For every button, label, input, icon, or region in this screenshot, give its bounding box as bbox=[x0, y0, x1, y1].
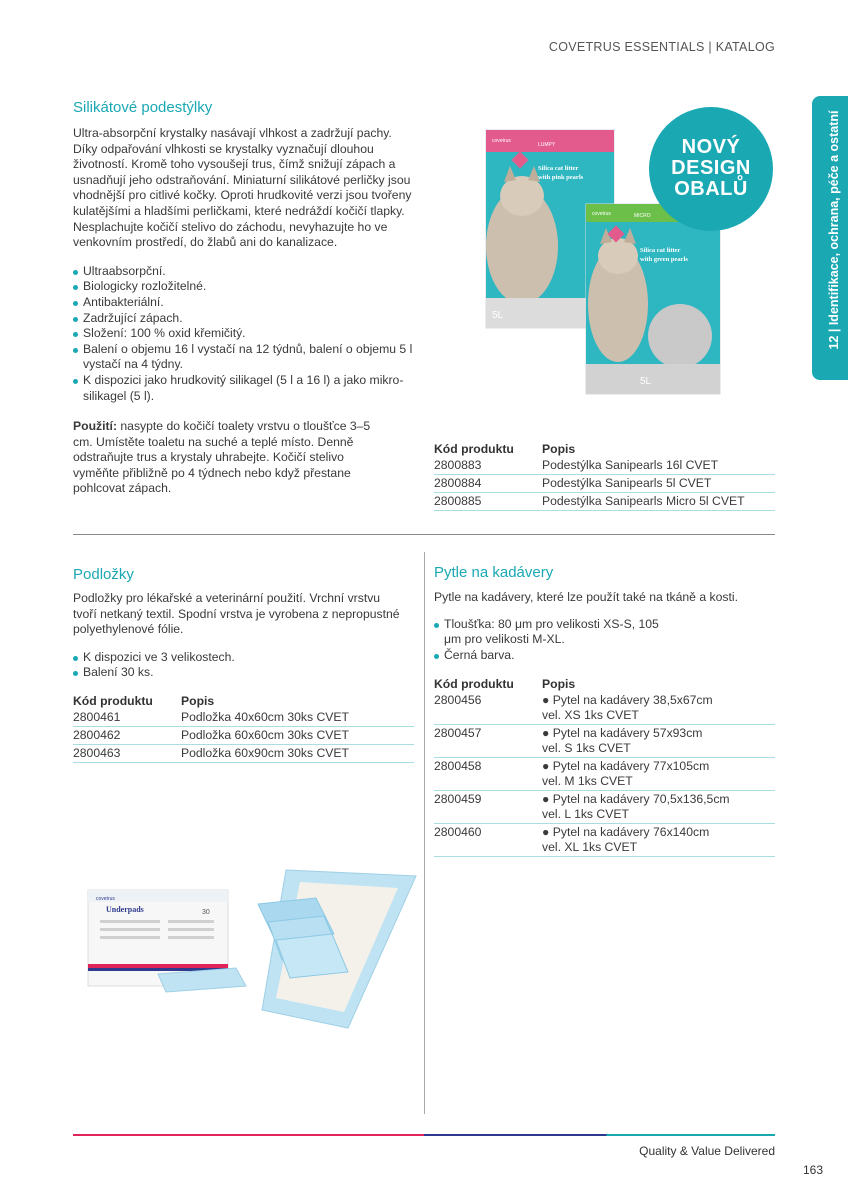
list-item: Složení: 100 % oxid křemičitý. bbox=[73, 326, 418, 342]
list-item: Biologicky rozložitelné. bbox=[73, 279, 418, 295]
underpads-product-image bbox=[86, 864, 418, 1030]
table-row[interactable] bbox=[434, 791, 775, 824]
silikat-bullets bbox=[73, 264, 418, 404]
table-header-row bbox=[434, 442, 775, 457]
table-header-row bbox=[73, 694, 414, 709]
table-row[interactable] bbox=[434, 692, 775, 725]
table-row[interactable] bbox=[434, 824, 775, 857]
product-code: 2800459 bbox=[434, 791, 542, 824]
product-code: 2800462 bbox=[73, 727, 181, 745]
product-desc-line-1: ● Pytel na kadávery 77x105cm bbox=[542, 759, 710, 773]
table-row[interactable] bbox=[434, 457, 775, 475]
underpads-brand: covetrus bbox=[96, 896, 115, 902]
usage-text: nasypte do kočičí toalety vrstvu o tloušťce 3–5 cm. Umístěte toaletu na suché a teplé místo. Denně odstraňujte trus a krystaly uhrabejte. Kočičí stelivo vyměňte přibližně po 4 týdnech nebo když přestane pohlcovat zápach. bbox=[73, 419, 371, 496]
page-number: 163 bbox=[802, 1163, 823, 1177]
pack1-brand: covetrus bbox=[492, 138, 511, 144]
podlozky-bullets bbox=[73, 650, 418, 681]
product-desc-line-2: vel. XL 1ks CVET bbox=[542, 840, 638, 854]
product-code: 2800884 bbox=[434, 475, 542, 493]
col-header-desc: Popis bbox=[542, 442, 576, 456]
usage-label: Použití: bbox=[73, 419, 118, 434]
pytle-product-table bbox=[434, 677, 775, 857]
product-desc: Podestýlka Sanipearls 5l CVET bbox=[542, 475, 775, 493]
list-item: Ultraabsorpční. bbox=[73, 264, 418, 280]
col-header-desc: Popis bbox=[181, 694, 215, 708]
product-desc bbox=[542, 725, 775, 758]
product-code: 2800457 bbox=[434, 725, 542, 758]
product-desc bbox=[542, 791, 775, 824]
table-row[interactable] bbox=[73, 745, 414, 763]
product-desc-line-1: ● Pytel na kadávery 57x93cm bbox=[542, 726, 703, 740]
product-desc-line-2: vel. L 1ks CVET bbox=[542, 807, 629, 821]
podlozky-intro: Podložky pro lékařské a veterinární použití. Vrchní vrstvu tvoří netkaný textil. Spodní vrstva je vyrobena z nepropustné polyethylenové fólie. bbox=[73, 591, 400, 637]
table-row[interactable] bbox=[73, 709, 414, 727]
badge-line-2: DESIGN bbox=[671, 157, 751, 179]
badge-line-3: OBALŮ bbox=[674, 178, 748, 200]
pack1-name2: with pink pearls bbox=[538, 174, 584, 181]
underpads-illustration bbox=[86, 864, 418, 1030]
product-desc bbox=[542, 692, 775, 725]
chapter-tab-label: 12 | Identifikace, ochrana, péče a ostatní bbox=[827, 110, 841, 350]
list-item: Balení 30 ks. bbox=[73, 665, 418, 681]
silikat-intro: Ultra-absorpční krystalky nasávají vlhkost a zadržují pachy. Díky odpařování vlhkosti se krystalky vyznačují dlouhou životností. Kromě toho vysoušejí trus, čímž snižují zápach a usnadňují jeho odstraňování. Miniaturní silikátové perličky jsou vhodnější pro citlivé kočky. Oproti hrudkovité verzi jsou tvořeny kulatějšími a hladšími perličkami, které nedráždí kočičí tlapky. Nesplachujte kočičí stelivo do záchodu, nevyhazujte ho ve venkovním prostředí, do žlabů ani do kanalizace. bbox=[73, 126, 412, 250]
product-code: 2800463 bbox=[73, 745, 181, 763]
silikat-usage bbox=[73, 419, 373, 497]
pack2-variant: MICRO bbox=[634, 213, 651, 219]
section-divider bbox=[73, 534, 775, 535]
underpads-name: Underpads bbox=[106, 905, 144, 914]
list-item: K dispozici ve 3 velikostech. bbox=[73, 650, 418, 666]
podlozky-section bbox=[73, 566, 418, 681]
footer-tagline: Quality & Value Delivered bbox=[639, 1144, 775, 1158]
product-code: 2800458 bbox=[434, 758, 542, 791]
pack2-name2: with green pearls bbox=[640, 256, 688, 263]
list-item: Antibakteriální. bbox=[73, 295, 418, 311]
product-code: 2800460 bbox=[434, 824, 542, 857]
pack1-name1: Silica cat litter bbox=[538, 165, 579, 172]
col-header-code: Kód produktu bbox=[434, 442, 514, 456]
product-desc-line-2: vel. M 1ks CVET bbox=[542, 774, 633, 788]
col-header-code: Kód produktu bbox=[73, 694, 153, 708]
product-desc bbox=[542, 824, 775, 857]
product-desc bbox=[542, 758, 775, 791]
product-code: 2800461 bbox=[73, 709, 181, 727]
pack2-size: 5L bbox=[640, 376, 652, 387]
table-row[interactable] bbox=[434, 493, 775, 511]
pytle-section bbox=[434, 564, 775, 663]
podlozky-product-table bbox=[73, 694, 414, 763]
product-desc: Podestýlka Sanipearls 16l CVET bbox=[542, 457, 775, 475]
col-header-code: Kód produktu bbox=[434, 677, 514, 691]
list-item: Balení o objemu 16 l vystačí na 12 týdnů, balení o objemu 5 l vystačí na 4 týdny. bbox=[73, 342, 418, 373]
table-row[interactable] bbox=[434, 758, 775, 791]
pytle-intro: Pytle na kadávery, které lze použít také na tkáně a kosti. bbox=[434, 590, 738, 604]
product-desc-line-1: ● Pytel na kadávery 76x140cm bbox=[542, 825, 710, 839]
product-desc-line-1: ● Pytel na kadávery 38,5x67cm bbox=[542, 693, 713, 707]
silikat-product-table bbox=[434, 442, 775, 511]
pytle-bullets bbox=[434, 617, 664, 664]
badge-line-1: NOVÝ bbox=[681, 136, 741, 158]
product-desc-line-2: vel. S 1ks CVET bbox=[542, 741, 631, 755]
podlozky-title: Podložky bbox=[73, 566, 134, 583]
pack2-brand: covetrus bbox=[592, 211, 611, 217]
pack2-name1: Silica cat litter bbox=[640, 247, 681, 254]
table-row[interactable] bbox=[73, 727, 414, 745]
table-header-row bbox=[434, 677, 775, 692]
product-desc-line-1: ● Pytel na kadávery 70,5x136,5cm bbox=[542, 792, 730, 806]
pack1-variant: LUMPY bbox=[538, 142, 556, 148]
product-code: 2800456 bbox=[434, 692, 542, 725]
underpads-count: 30 bbox=[202, 909, 210, 916]
list-item: Černá barva. bbox=[434, 648, 664, 664]
silikat-title: Silikátové podestýlky bbox=[73, 99, 213, 116]
table-row[interactable] bbox=[434, 475, 775, 493]
col-header-desc: Popis bbox=[542, 677, 576, 691]
catalog-header: COVETRUS ESSENTIALS | KATALOG bbox=[548, 40, 775, 54]
silikat-section bbox=[73, 99, 418, 497]
product-code: 2800883 bbox=[434, 457, 542, 475]
list-item: Tloušťka: 80 μm pro velikosti XS-S, 105 μm pro velikosti M-XL. bbox=[434, 617, 664, 648]
footer-color-rule bbox=[73, 1134, 775, 1136]
product-desc-line-2: vel. XS 1ks CVET bbox=[542, 708, 639, 722]
list-item: Zadržující zápach. bbox=[73, 311, 418, 327]
product-desc: Podložka 60x60cm 30ks CVET bbox=[181, 727, 414, 745]
list-item: K dispozici jako hrudkovitý silikagel (5 l a 16 l) a jako mikro-silikagel (5 l). bbox=[73, 373, 418, 404]
pack1-size: 5L bbox=[492, 310, 504, 321]
chapter-side-tab[interactable] bbox=[812, 96, 848, 380]
product-desc: Podložka 60x90cm 30ks CVET bbox=[181, 745, 414, 763]
product-desc: Podestýlka Sanipearls Micro 5l CVET bbox=[542, 493, 775, 511]
product-code: 2800885 bbox=[434, 493, 542, 511]
new-design-badge bbox=[649, 107, 773, 231]
table-row[interactable] bbox=[434, 725, 775, 758]
product-desc: Podložka 40x60cm 30ks CVET bbox=[181, 709, 414, 727]
pytle-title: Pytle na kadávery bbox=[434, 564, 554, 581]
column-divider bbox=[424, 552, 425, 1114]
